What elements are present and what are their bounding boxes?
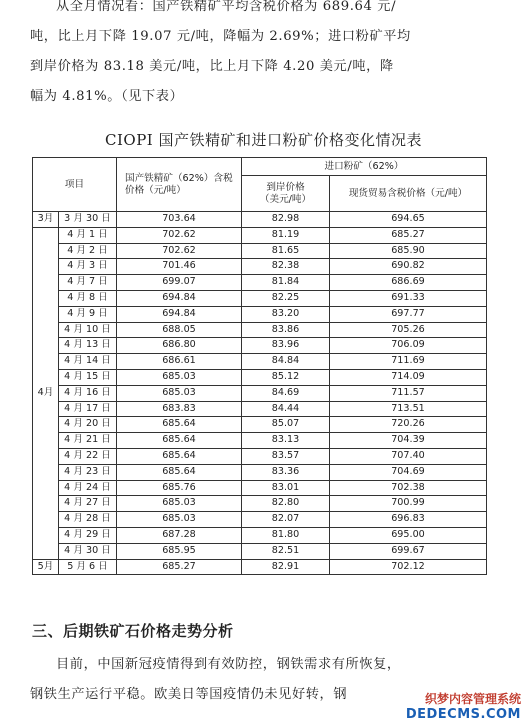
table-row: [33, 417, 487, 433]
domestic-price-cell: 686.80: [117, 338, 242, 354]
cif-price-cell: 82.51: [242, 543, 330, 559]
date-cell: 4 月 30 日: [59, 543, 117, 559]
cif-price-cell: 83.01: [242, 480, 330, 496]
intro-paragraph: [30, 0, 500, 112]
spot-price-cell: 699.67: [330, 543, 487, 559]
spot-price-cell: 711.57: [330, 385, 487, 401]
table-body: [33, 212, 487, 575]
domestic-price-cell: 694.84: [117, 290, 242, 306]
spot-price-cell: 705.26: [330, 322, 487, 338]
date-cell: 4 月 1 日: [59, 227, 117, 243]
table-row: [33, 243, 487, 259]
header-domestic: 国产铁精矿（62%）含税价格（元/吨）: [117, 158, 242, 212]
month-cell: 3月: [33, 212, 59, 228]
month-cell: 5月: [33, 559, 59, 575]
table-row: [33, 275, 487, 291]
header-import-group: 进口粉矿（62%）: [242, 158, 487, 176]
table-row: [33, 527, 487, 543]
section-line: 目前，中国新冠疫情得到有效防控，钢铁需求有所恢复，: [56, 657, 401, 672]
table-row: [33, 512, 487, 528]
date-cell: 4 月 29 日: [59, 527, 117, 543]
cif-price-cell: 84.44: [242, 401, 330, 417]
table-row: [33, 212, 487, 228]
spot-price-cell: 714.09: [330, 369, 487, 385]
month-cell: 4月: [33, 227, 59, 559]
table-row: [33, 448, 487, 464]
header-import-spot: 现货贸易含税价格（元/吨）: [330, 176, 487, 212]
cif-price-cell: 81.65: [242, 243, 330, 259]
spot-price-cell: 685.90: [330, 243, 487, 259]
cif-price-cell: 83.96: [242, 338, 330, 354]
spot-price-cell: 702.12: [330, 559, 487, 575]
date-cell: 4 月 9 日: [59, 306, 117, 322]
cif-price-cell: 84.84: [242, 354, 330, 370]
table-row: [33, 322, 487, 338]
intro-line: 从全月情况看：国产铁精矿平均含税价格为 689.64 元/: [56, 0, 397, 14]
domestic-price-cell: 687.28: [117, 527, 242, 543]
cif-price-cell: 83.86: [242, 322, 330, 338]
watermark-domain: DEDECMS.COM: [405, 707, 521, 722]
spot-price-cell: 691.33: [330, 290, 487, 306]
table-title: CIOPI 国产铁精矿和进口粉矿价格变化情况表: [105, 131, 422, 149]
cif-price-cell: 83.36: [242, 464, 330, 480]
cif-price-cell: 82.38: [242, 259, 330, 275]
cif-price-cell: 85.12: [242, 369, 330, 385]
intro-line: 幅为 4.81%。（见下表）: [30, 89, 184, 104]
date-cell: 4 月 7 日: [59, 275, 117, 291]
domestic-price-cell: 702.62: [117, 243, 242, 259]
table-row: [33, 306, 487, 322]
domestic-price-cell: 685.03: [117, 369, 242, 385]
domestic-price-cell: 685.27: [117, 559, 242, 575]
spot-price-cell: 711.69: [330, 354, 487, 370]
spot-price-cell: 704.39: [330, 433, 487, 449]
domestic-price-cell: 702.62: [117, 227, 242, 243]
table-row: [33, 433, 487, 449]
intro-line: 吨，比上月下降 19.07 元/吨，降幅为 2.69%；进口粉矿平均: [30, 29, 411, 44]
domestic-price-cell: 703.64: [117, 212, 242, 228]
date-cell: 4 月 28 日: [59, 512, 117, 528]
domestic-price-cell: 685.03: [117, 512, 242, 528]
domestic-price-cell: 699.07: [117, 275, 242, 291]
spot-price-cell: 700.99: [330, 496, 487, 512]
domestic-price-cell: 685.95: [117, 543, 242, 559]
date-cell: 4 月 10 日: [59, 322, 117, 338]
spot-price-cell: 694.65: [330, 212, 487, 228]
header-import-cif: 到岸价格（美元/吨）: [242, 176, 330, 212]
domestic-price-cell: 685.03: [117, 385, 242, 401]
date-cell: 5 月 6 日: [59, 559, 117, 575]
date-cell: 4 月 21 日: [59, 433, 117, 449]
spot-price-cell: 720.26: [330, 417, 487, 433]
date-cell: 4 月 22 日: [59, 448, 117, 464]
domestic-price-cell: 685.03: [117, 496, 242, 512]
section-line: 钢铁生产运行平稳。欧美日等国疫情仍未见好转，钢: [30, 687, 348, 702]
date-cell: 4 月 3 日: [59, 259, 117, 275]
cif-price-cell: 82.80: [242, 496, 330, 512]
date-cell: 4 月 20 日: [59, 417, 117, 433]
cif-price-cell: 81.80: [242, 527, 330, 543]
table-row: [33, 259, 487, 275]
spot-price-cell: 686.69: [330, 275, 487, 291]
domestic-price-cell: 685.64: [117, 433, 242, 449]
cif-price-cell: 81.19: [242, 227, 330, 243]
intro-line: 到岸价格为 83.18 美元/吨，比上月下降 4.20 美元/吨，降: [30, 59, 394, 74]
spot-price-cell: 697.77: [330, 306, 487, 322]
domestic-price-cell: 694.84: [117, 306, 242, 322]
spot-price-cell: 696.83: [330, 512, 487, 528]
table-row: [33, 354, 487, 370]
section-heading: 三、后期铁矿石价格走势分析: [32, 622, 234, 640]
table-row: [33, 338, 487, 354]
price-table: [32, 157, 487, 575]
cif-price-cell: 82.98: [242, 212, 330, 228]
spot-price-cell: 706.09: [330, 338, 487, 354]
cif-price-cell: 83.57: [242, 448, 330, 464]
date-cell: 4 月 2 日: [59, 243, 117, 259]
table-row: [33, 559, 487, 575]
watermark-text: 织梦内容管理系统: [424, 692, 521, 706]
cif-price-cell: 83.20: [242, 306, 330, 322]
table-row: [33, 369, 487, 385]
date-cell: 4 月 8 日: [59, 290, 117, 306]
domestic-price-cell: 685.64: [117, 417, 242, 433]
cif-price-cell: 81.84: [242, 275, 330, 291]
table-row: [33, 496, 487, 512]
date-cell: 4 月 17 日: [59, 401, 117, 417]
table-row: [33, 290, 487, 306]
domestic-price-cell: 688.05: [117, 322, 242, 338]
cif-price-cell: 84.69: [242, 385, 330, 401]
date-cell: 4 月 14 日: [59, 354, 117, 370]
cif-price-cell: 82.91: [242, 559, 330, 575]
table-row: [33, 401, 487, 417]
cif-price-cell: 82.25: [242, 290, 330, 306]
date-cell: 4 月 13 日: [59, 338, 117, 354]
table-row: [33, 464, 487, 480]
domestic-price-cell: 686.61: [117, 354, 242, 370]
domestic-price-cell: 685.64: [117, 464, 242, 480]
domestic-price-cell: 685.76: [117, 480, 242, 496]
spot-price-cell: 685.27: [330, 227, 487, 243]
table-row: [33, 480, 487, 496]
watermark-logo: [406, 690, 521, 722]
spot-price-cell: 695.00: [330, 527, 487, 543]
spot-price-cell: 690.82: [330, 259, 487, 275]
domestic-price-cell: 685.64: [117, 448, 242, 464]
domestic-price-cell: 683.83: [117, 401, 242, 417]
table-row: [33, 543, 487, 559]
table-row: [33, 227, 487, 243]
cif-price-cell: 83.13: [242, 433, 330, 449]
spot-price-cell: 707.40: [330, 448, 487, 464]
domestic-price-cell: 701.46: [117, 259, 242, 275]
cif-price-cell: 82.07: [242, 512, 330, 528]
cif-price-cell: 85.07: [242, 417, 330, 433]
spot-price-cell: 713.51: [330, 401, 487, 417]
header-item: 项目: [33, 158, 117, 212]
date-cell: 3 月 30 日: [59, 212, 117, 228]
spot-price-cell: 704.69: [330, 464, 487, 480]
date-cell: 4 月 27 日: [59, 496, 117, 512]
table-row: [33, 385, 487, 401]
date-cell: 4 月 23 日: [59, 464, 117, 480]
spot-price-cell: 702.38: [330, 480, 487, 496]
date-cell: 4 月 15 日: [59, 369, 117, 385]
date-cell: 4 月 24 日: [59, 480, 117, 496]
date-cell: 4 月 16 日: [59, 385, 117, 401]
